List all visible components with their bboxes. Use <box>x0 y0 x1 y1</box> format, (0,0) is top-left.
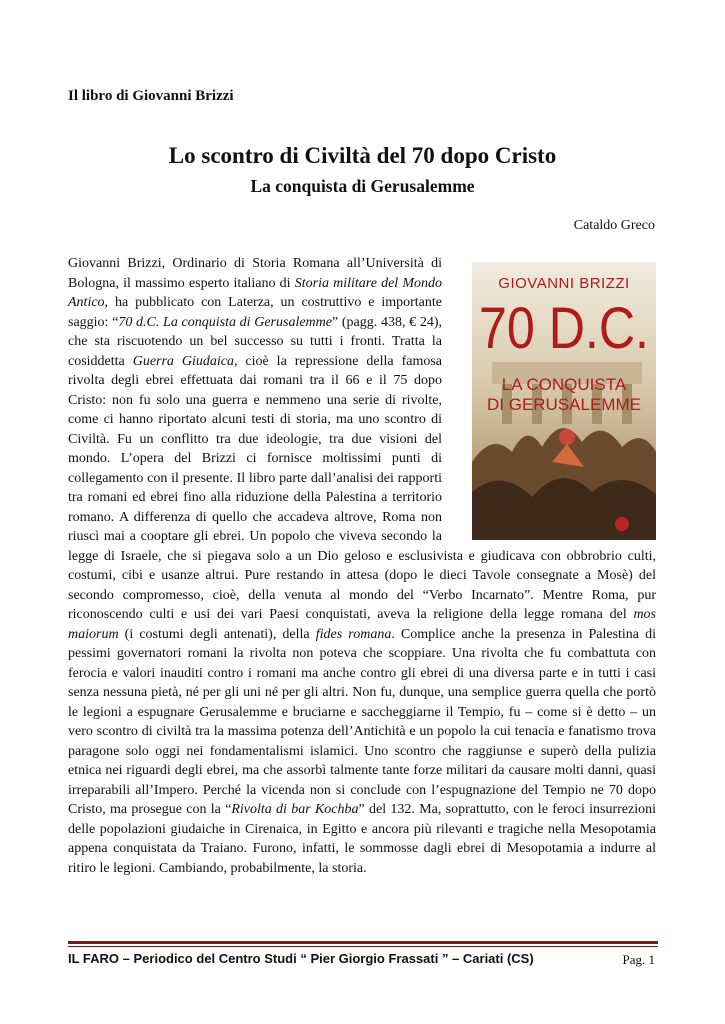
cover-title-line1: LA CONQUISTA <box>501 375 627 394</box>
text-run: , cioè la repressione della famosa rivolta degli ebrei effettuata dai romani tra il 66 e il 75 dopo Cristo: non fu solo una guerra e nemmeno una serie di rivolte, come ci hanno riportato alcuni testi di storia, ma uno scontro di Civiltà. Fu un conflitto tra due ideologie, tra due visioni del mondo. L’opera del Brizzi ci fornisce moltissimi punti di collegamento con il presente. Il libro parte dall’analisi dei rapporti tra romani ed ebrei fino alla riduzione della Palestina a territorio romano. A differenza di quello che accadeva altrove, Roma non riuscì mai a cooptare gli ebrei. Un popolo che viveva secondo la legge di Israele, che si piegava solo a un Dio geloso e esclusivista e giudicava con obbrobrio culti, costumi, cibi e usanze altrui. Pure restando in attesa (dopo le dieci Tavole consegnate a Mosè) del secondo compromesso, cioè, della venuta al mondo del “Verbo Incarnato”. Mentre Roma, pur riconoscendo culti e usi dei vari Paesi conquistati, aveva la religione della legge romana del <box>68 353 656 622</box>
text-run: . Complice anche la presenza in Palestina di pessimi governatori romani la rivolta non poteva che scoppiare. Una rivolta che fu combattuta con ferocia e valori inauditi contro i romani ma anche contro gli ebrei di una diversa parte e in tutti i casi senza nessuna pietà, né per gli uni né per gli altri. Non fu, dunque, una semplice guerra quella che portò le legioni a espugnare Gerusalemme e bruciarne e saccheggiarne il Tempio, fu – come si è detto – un vero scontro di civiltà tra la massima potenza dell’Antichità e un popolo la cui tenacia e fanatismo trova paragone solo oggi nei fondamentalismi islamici. Uno scontro che raggiunse e superò della pulizia etnica nei riguardi degli ebrei, ma che assorbì talmente tante forze militari da causare molti danni, quasi irreparabili all’Impero. Perché la vicenda non si conclude con l’espugnazione del Tempio ne 70 dopo Cristo, ma prosegue con la “ <box>68 626 657 817</box>
text-run-italic: mos maiorum <box>68 607 656 642</box>
article-subtitle: La conquista di Gerusalemme <box>250 176 475 196</box>
footer-divider <box>68 941 658 944</box>
footer-publication: IL FARO – Periodico del Centro Studi “ Pier Giorgio Frassati ” – Cariati (CS) <box>68 951 534 966</box>
text-run: , ha pubblicato con Laterza, un costruttivo e importante saggio: “ <box>68 295 442 330</box>
article-author: Cataldo Greco <box>573 218 655 233</box>
text-run: ” (pagg. 438, € 24), che sta riscuotendo un bel successo su tutti i fronti. Tratta la cosiddetta <box>68 314 442 369</box>
article-kicker: Il libro di Giovanni Brizzi <box>68 88 234 104</box>
text-run-italic: Rivolta di bar Kochba <box>231 802 359 817</box>
text-run-italic: 70 d.C. La conquista di Gerusalemme <box>118 314 332 330</box>
text-run-italic: Storia militare del Mondo Antico <box>68 275 442 310</box>
cover-title-line2: DI GERUSALEMME <box>487 395 641 414</box>
text-run-italic: fides romana <box>315 626 392 642</box>
text-run: Giovanni Brizzi, Ordinario di Storia Romana all’Università di Bologna, il massimo esperto italiano di <box>68 256 442 291</box>
cover-year: 70 D.C. <box>479 296 649 361</box>
text-run: ” del 132. Ma, soprattutto, con le feroci insurrezioni delle popolazioni giudaiche in Cirenaica, in Egitto e ancora più rilevanti e tragiche nella Mesopotamia appena conquistata da Traiano. Furono, infatti, le sommosse dagli ebrei di Mesopotamia a indurre al ritiro le legioni. Cambiando, probabilmente, la storia. <box>68 802 656 876</box>
page-number: Pag. 1 <box>622 952 655 967</box>
cover-author: GIOVANNI BRIZZI <box>498 275 630 292</box>
text-run-italic: Guerra Giudaica <box>132 353 234 369</box>
article-title: Lo scontro di Civiltà del 70 dopo Cristo <box>168 143 557 168</box>
article-body <box>68 254 656 878</box>
footer-divider-thin <box>68 946 658 947</box>
text-run: (i costumi degli antenati), della <box>118 626 316 642</box>
book-cover-image <box>472 262 656 540</box>
